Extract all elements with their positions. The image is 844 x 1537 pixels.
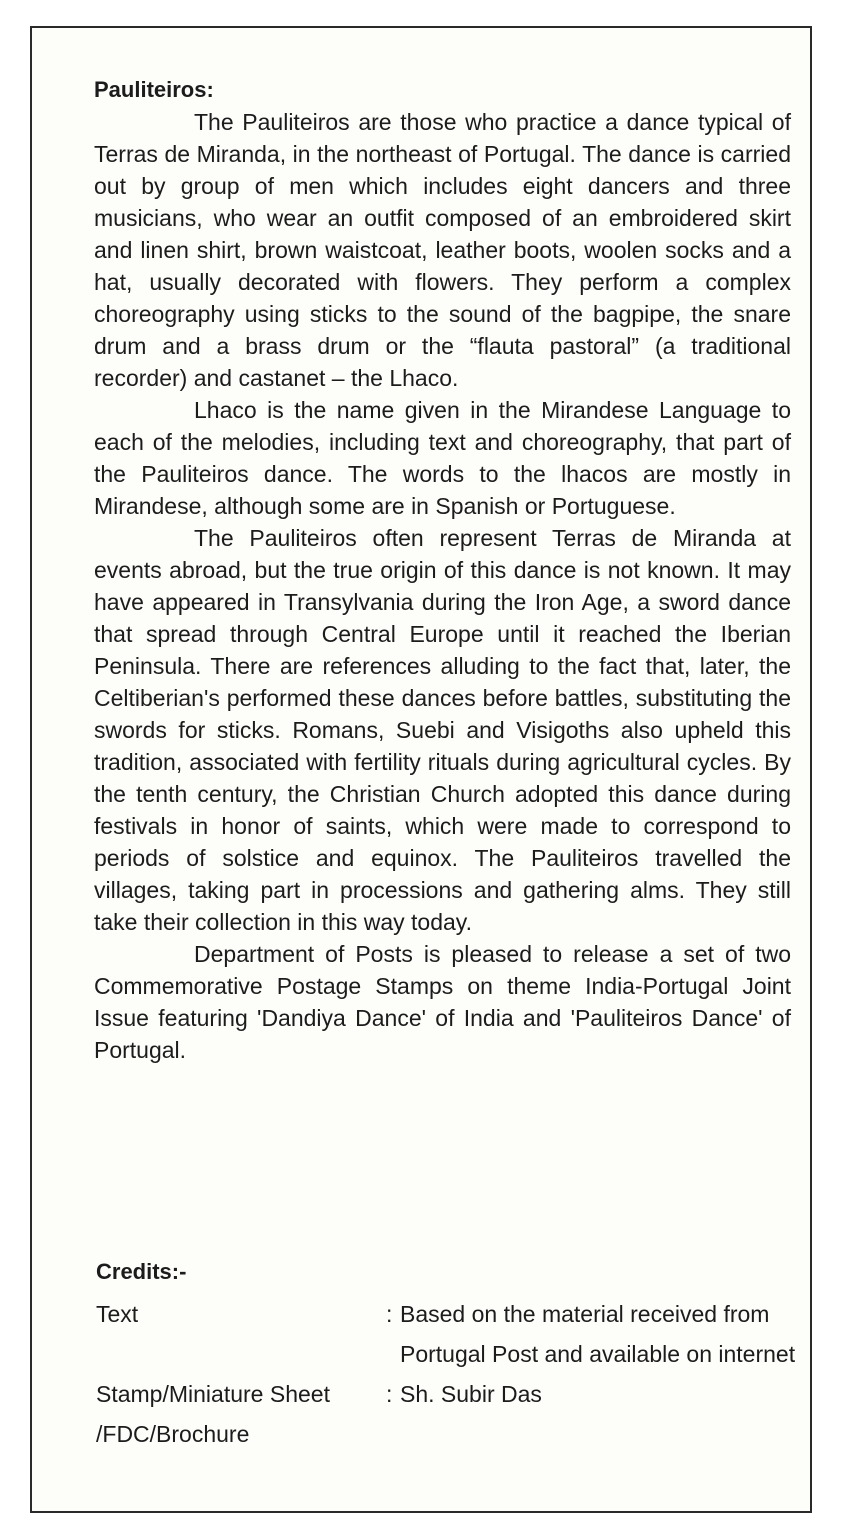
credit-row-design <box>96 1374 796 1454</box>
credits-heading: Credits:- <box>96 1259 187 1284</box>
paragraph-lhaco: Lhaco is the name given in the Mirandese Language to each of the melodies, including text and choreography, that part of the Pauliteiros dance. The words to the lhacos are mostly in Mirandese, although some are in Spanish or Portuguese. <box>94 397 791 519</box>
credit-row-text <box>96 1294 796 1374</box>
credit-label: Stamp/Miniature Sheet /FDC/Brochure <box>96 1381 330 1447</box>
credit-colon: : <box>386 1301 393 1327</box>
paragraph-intro: The Pauliteiros are those who practice a dance typical of Terras de Miranda, in the northeast of Portugal. The dance is carried out by group of men which includes eight dancers and three musicians, who wear an outfit composed of an embroidered skirt and linen shirt, brown waistcoat, leather boots, woolen socks and a hat, usually decorated with flowers. They perform a complex choreography using sticks to the sound of the bagpipe, the snare drum and a brass drum or the “flauta pastoral” (a traditional recorder) and castanet – the Lhaco. <box>94 109 791 391</box>
article-body <box>94 74 791 1066</box>
paragraph-release: Department of Posts is pleased to release a set of two Commemorative Postage Stamps on theme India-Portugal Joint Issue featuring 'Dandiya Dance' of India and 'Pauliteiros Dance' of Portugal. <box>94 941 791 1063</box>
section-heading: Pauliteiros: <box>94 77 214 102</box>
credit-value: Based on the material received from Portugal Post and available on internet <box>400 1301 796 1367</box>
brochure-page <box>30 26 812 1513</box>
credits-section <box>96 1256 796 1454</box>
credit-value: Sh. Subir Das <box>400 1381 542 1407</box>
credit-colon: : <box>386 1381 393 1407</box>
credit-label: Text <box>96 1301 139 1327</box>
paragraph-history: The Pauliteiros often represent Terras de Miranda at events abroad, but the true origin of this dance is not known. It may have appeared in Transylvania during the Iron Age, a sword dance that spread through Central Europe until it reached the Iberian Peninsula. There are references alluding to the fact that, later, the Celtiberian's performed these dances before battles, substituting the swords for sticks. Romans, Suebi and Visigoths also upheld this tradition, associated with fertility rituals during agricultural cycles. By the tenth century, the Christian Church adopted this dance during festivals in honor of saints, which were made to correspond to periods of solstice and equinox. The Pauliteiros travelled the villages, taking part in processions and gathering alms. They still take their collection in this way today. <box>94 525 791 935</box>
